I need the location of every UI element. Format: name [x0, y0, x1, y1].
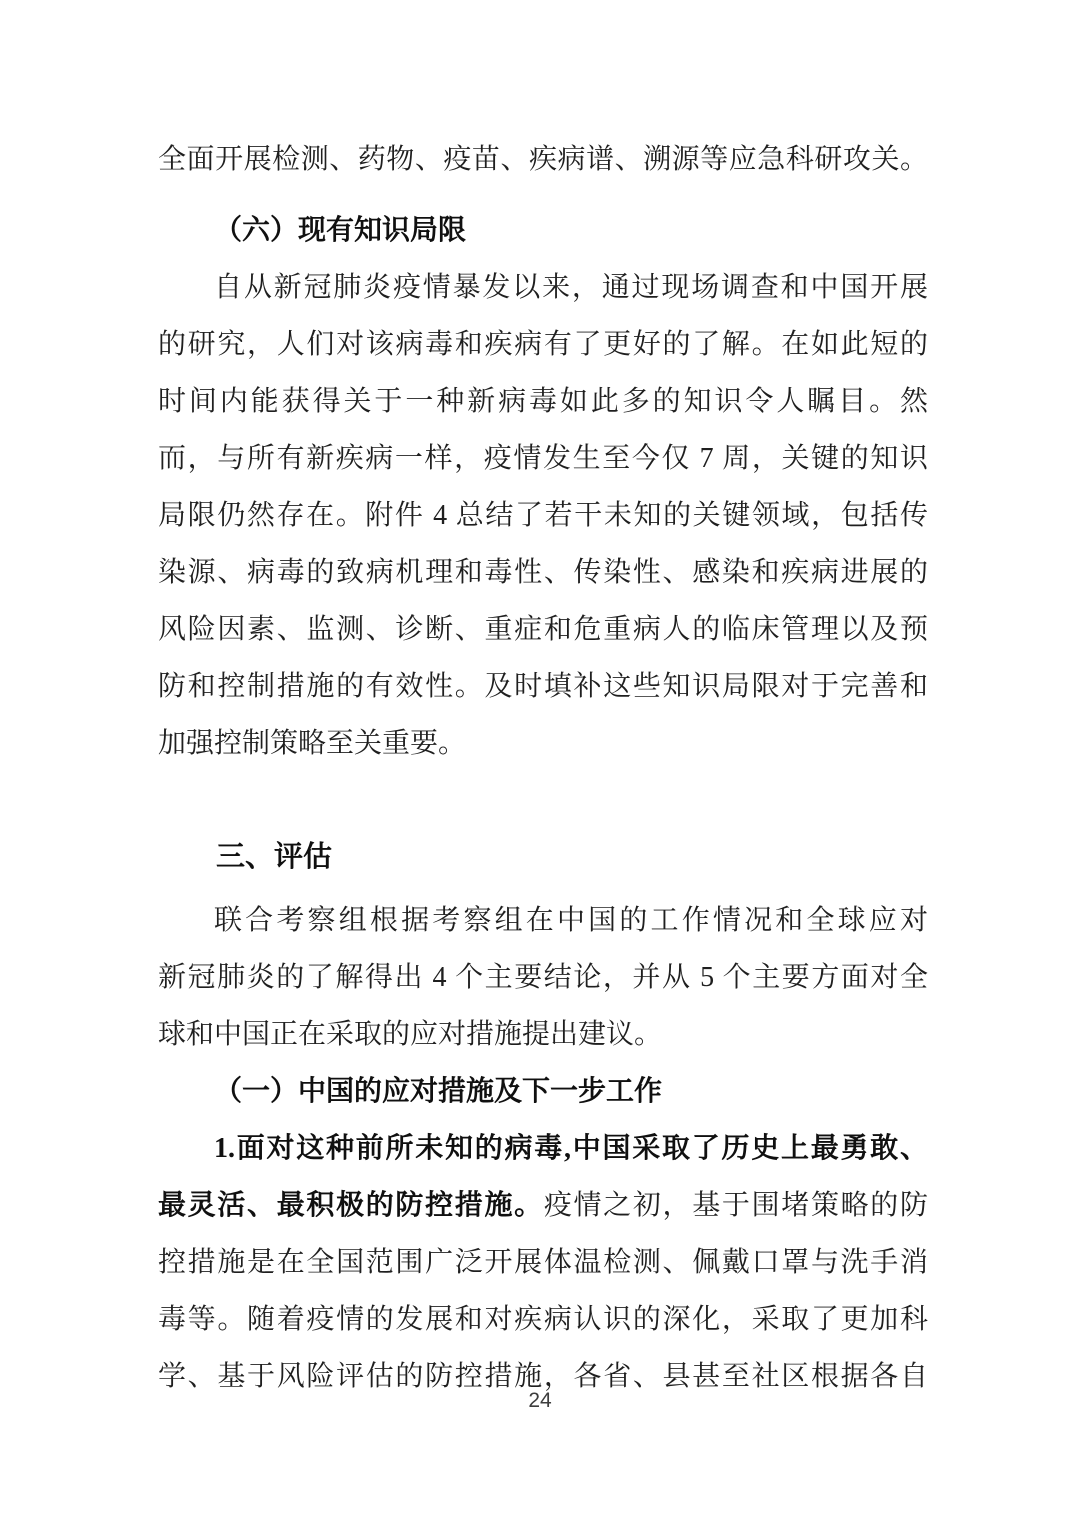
paragraph-line [158, 949, 928, 1006]
text-segment: 毒等。随着疫情的发展和对疾病认识的深化，采取了更加科 [158, 1304, 928, 1335]
bold-text-segment: （一）中国的应对措施及下一步工作 [214, 1076, 663, 1107]
bold-text-segment: 三、评估 [216, 841, 333, 873]
paragraph-line [158, 601, 928, 658]
paragraph-line [158, 1291, 928, 1348]
bold-text-segment: 最灵活、最积极的防控措施。 [158, 1190, 544, 1221]
paragraph-line [158, 373, 928, 430]
paragraph-line [158, 430, 928, 487]
section-heading [158, 202, 928, 259]
text-segment: 联合考察组根据考察组在中国的工作情况和全球应对 [214, 905, 928, 936]
text-segment: 防和控制措施的有效性。及时填补这些知识局限对于完善和 [158, 671, 928, 702]
text-segment: 风险因素、监测、诊断、重症和危重病人的临床管理以及预 [158, 614, 928, 645]
section-heading [158, 829, 928, 886]
paragraph-line [158, 715, 928, 772]
bold-text-segment: （六）现有知识局限 [214, 215, 467, 246]
paragraph-line [158, 544, 928, 601]
text-segment: 的研究，人们对该病毒和疾病有了更好的了解。在如此短的 [158, 329, 928, 360]
text-segment: 全面开展检测、药物、疫苗、疾病谱、溯源等应急科研攻关。 [158, 144, 928, 175]
paragraph-line [158, 259, 928, 316]
blank-line [158, 772, 928, 829]
paragraph-line [158, 892, 928, 949]
text-segment: 疫情之初，基于围堵策略的防 [543, 1190, 928, 1221]
text-segment: 加强控制策略至关重要。 [158, 728, 467, 759]
text-segment: 学、基于风险评估的防控措施，各省、县甚至社区根据各自 [158, 1361, 928, 1392]
bold-text-segment: 1.面对这种前所未知的病毒,中国采取了历史上最勇敢、 [214, 1133, 928, 1164]
paragraph-line [158, 131, 928, 188]
paragraph-line [158, 1006, 928, 1063]
paragraph-line [158, 1234, 928, 1291]
document-content [158, 131, 928, 1405]
paragraph-line [158, 316, 928, 373]
text-segment: 染源、病毒的致病机理和毒性、传染性、感染和疾病进展的 [158, 557, 928, 588]
text-segment: 时间内能获得关于一种新病毒如此多的知识令人瞩目。然 [158, 386, 928, 417]
paragraph-line [158, 1177, 928, 1234]
section-heading [158, 1063, 928, 1120]
text-segment: 局限仍然存在。附件 4 总结了若干未知的关键领域，包括传 [158, 500, 928, 531]
paragraph-line [158, 1120, 928, 1177]
text-segment: 自从新冠肺炎疫情暴发以来，通过现场调查和中国开展 [214, 272, 928, 303]
text-segment: 而，与所有新疾病一样，疫情发生至今仅 7 周，关键的知识 [158, 443, 928, 474]
paragraph-line [158, 487, 928, 544]
paragraph-line [158, 658, 928, 715]
text-segment: 控措施是在全国范围广泛开展体温检测、佩戴口罩与洗手消 [158, 1247, 928, 1278]
page-number: 24 [528, 1389, 552, 1412]
text-segment: 新冠肺炎的了解得出 4 个主要结论，并从 5 个主要方面对全 [158, 962, 928, 993]
text-segment: 球和中国正在采取的应对措施提出建议。 [158, 1019, 663, 1050]
